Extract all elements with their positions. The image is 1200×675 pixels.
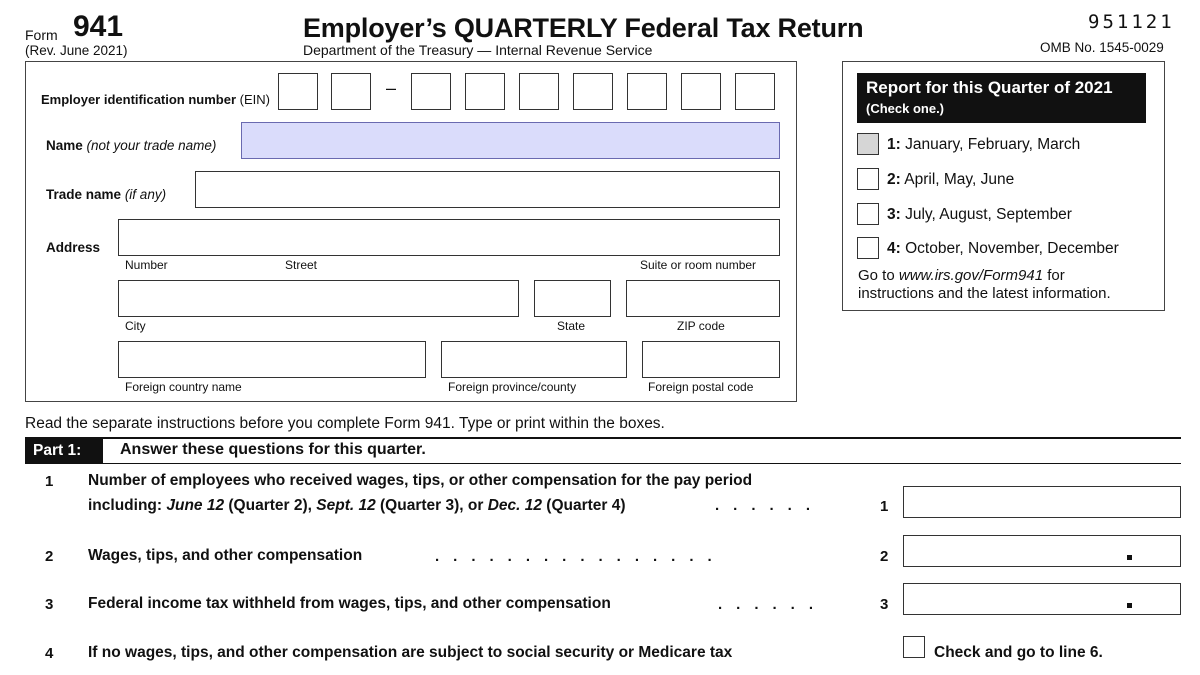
line-3-ref: 3 bbox=[880, 596, 889, 613]
quarter-3-checkbox[interactable] bbox=[857, 203, 879, 225]
part1-heading: Answer these questions for this quarter. bbox=[120, 441, 426, 458]
ein-digit-8[interactable] bbox=[681, 73, 721, 110]
ein-digit-3[interactable] bbox=[411, 73, 451, 110]
quarter-1-option bbox=[887, 136, 1080, 154]
sub-foreign-postal: Foreign postal code bbox=[648, 380, 754, 394]
quarter-2-checkbox[interactable] bbox=[857, 168, 879, 190]
ein-digit-6[interactable] bbox=[573, 73, 613, 110]
line-2-decimal-point bbox=[1127, 555, 1132, 560]
foreign-province-field[interactable] bbox=[441, 341, 627, 378]
ein-digit-9[interactable] bbox=[735, 73, 775, 110]
catalog-code: 951121 bbox=[1088, 11, 1175, 33]
form-word: Form bbox=[25, 27, 58, 43]
sub-city: City bbox=[125, 319, 146, 333]
line-1-t2b: June 12 bbox=[166, 497, 225, 514]
line-4-checkbox[interactable] bbox=[903, 636, 925, 658]
ein-label-abbrev: (EIN) bbox=[239, 92, 270, 107]
quarter-4-option bbox=[887, 240, 1119, 258]
goto-url-link[interactable]: www.irs.gov/Form941 bbox=[898, 267, 1044, 284]
sub-zip: ZIP code bbox=[677, 319, 725, 333]
ein-digit-2[interactable] bbox=[331, 73, 371, 110]
form-department: Department of the Treasury — Internal Revenue Service bbox=[303, 42, 653, 58]
zip-field[interactable] bbox=[626, 280, 780, 317]
address-label-text: Address bbox=[46, 240, 101, 255]
line-1-t2c: (Quarter 2), bbox=[224, 497, 317, 514]
quarter-1-num: 1: bbox=[887, 136, 901, 153]
city-field[interactable] bbox=[118, 280, 519, 317]
quarter-1-checkbox[interactable] bbox=[857, 133, 879, 155]
line-1-t2d: Sept. 12 bbox=[316, 497, 376, 514]
quarter-header bbox=[857, 73, 1146, 123]
address-street-field[interactable] bbox=[118, 219, 780, 256]
sub-street: Street bbox=[285, 258, 318, 272]
line-3-number: 3 bbox=[45, 596, 54, 613]
line-1-text: Number of employees who received wages, tips, or other compensation for the pay period bbox=[88, 472, 753, 489]
goto-prefix: Go to bbox=[858, 267, 899, 284]
name-label-text: Name bbox=[46, 138, 83, 153]
line-1-text-2 bbox=[88, 497, 626, 515]
form-title: Employer’s QUARTERLY Federal Tax Return bbox=[303, 13, 864, 43]
quarter-4-num: 4: bbox=[887, 240, 901, 257]
line-2-ref: 2 bbox=[880, 548, 889, 565]
ein-digit-4[interactable] bbox=[465, 73, 505, 110]
quarter-4-checkbox[interactable] bbox=[857, 237, 879, 259]
omb-number: OMB No. 1545-0029 bbox=[1040, 40, 1164, 55]
line-1-t2g: (Quarter 4) bbox=[541, 497, 626, 514]
line-1-amount-field[interactable] bbox=[903, 486, 1181, 518]
name-label-note: (not your trade name) bbox=[86, 138, 217, 153]
sub-foreign-province: Foreign province/county bbox=[448, 380, 577, 394]
line-1-t2f: Dec. 12 bbox=[487, 497, 542, 514]
line-1-number: 1 bbox=[45, 473, 54, 490]
trade-name-label-note: (if any) bbox=[124, 187, 167, 202]
quarter-title: Report for this Quarter of 2021 bbox=[866, 78, 1113, 97]
ein-dash: – bbox=[386, 78, 397, 98]
quarter-1-label: January, February, March bbox=[905, 136, 1081, 153]
quarter-4-label: October, November, December bbox=[905, 240, 1119, 257]
quarter-2-option bbox=[887, 171, 1014, 189]
trade-name-field[interactable] bbox=[195, 171, 780, 208]
line-3-text: Federal income tax withheld from wages, tips, and other compensation bbox=[88, 595, 611, 612]
ein-digit-1[interactable] bbox=[278, 73, 318, 110]
name-field[interactable] bbox=[241, 122, 780, 159]
line-4-check-label: Check and go to line 6. bbox=[934, 644, 1103, 661]
line-1-t2a: including: bbox=[88, 497, 167, 514]
sub-foreign-country: Foreign country name bbox=[125, 380, 242, 394]
sub-suite: Suite or room number bbox=[640, 258, 757, 272]
address-label bbox=[46, 240, 100, 255]
line-3-decimal-point bbox=[1127, 603, 1132, 608]
trade-name-label-text: Trade name bbox=[46, 187, 122, 202]
sub-number: Number bbox=[125, 258, 168, 272]
quarter-subtitle: (Check one.) bbox=[866, 101, 945, 116]
quarter-2-num: 2: bbox=[887, 171, 901, 188]
name-label bbox=[46, 138, 216, 153]
state-field[interactable] bbox=[534, 280, 611, 317]
part1-rule-top bbox=[25, 437, 1181, 439]
line-4-text: If no wages, tips, and other compensation are subject to social security or Medicare tax bbox=[88, 644, 733, 661]
ein-digit-7[interactable] bbox=[627, 73, 667, 110]
quarter-2-label: April, May, June bbox=[904, 171, 1015, 188]
part1-tag: Part 1: bbox=[25, 439, 103, 463]
line-3-amount-field[interactable] bbox=[903, 583, 1181, 615]
line-1-ref: 1 bbox=[880, 498, 889, 515]
quarter-goto-line2: instructions and the latest information. bbox=[858, 285, 1111, 302]
form-revision: (Rev. June 2021) bbox=[25, 43, 128, 58]
sub-state: State bbox=[557, 319, 586, 333]
foreign-country-field[interactable] bbox=[118, 341, 426, 378]
quarter-goto-line1 bbox=[858, 267, 1065, 284]
quarter-3-option bbox=[887, 206, 1072, 224]
line-2-amount-field[interactable] bbox=[903, 535, 1181, 567]
goto-suffix: for bbox=[1043, 267, 1065, 284]
ein-label-text: Employer identification number bbox=[41, 92, 237, 107]
instructions-text: Read the separate instructions before you complete Form 941. Type or print within the boxes. bbox=[25, 415, 665, 432]
trade-name-label bbox=[46, 187, 166, 202]
foreign-postal-field[interactable] bbox=[642, 341, 780, 378]
part1-rule-bottom bbox=[25, 463, 1181, 464]
quarter-3-label: July, August, September bbox=[905, 206, 1072, 223]
line-4-number: 4 bbox=[45, 645, 54, 662]
ein-label bbox=[41, 92, 270, 107]
line-2-text: Wages, tips, and other compensation bbox=[88, 547, 363, 564]
line-3-leader-dots: ...... bbox=[718, 596, 828, 613]
form-number: 941 bbox=[73, 10, 124, 43]
line-2-number: 2 bbox=[45, 548, 54, 565]
line-1-leader-dots: ...... bbox=[715, 497, 825, 514]
quarter-3-num: 3: bbox=[887, 206, 901, 223]
line-1-t2e: (Quarter 3), or bbox=[375, 497, 488, 514]
ein-digit-5[interactable] bbox=[519, 73, 559, 110]
line-2-leader-dots: ................ bbox=[435, 548, 726, 565]
